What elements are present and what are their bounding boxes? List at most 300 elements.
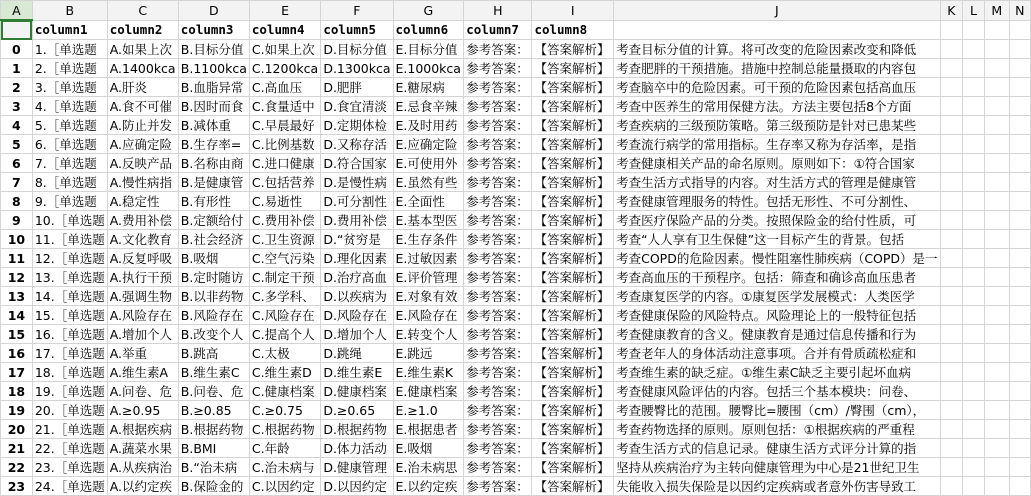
table-cell[interactable]	[984, 458, 1009, 477]
row-index[interactable]: 15	[1, 325, 33, 344]
table-cell[interactable]	[940, 40, 963, 59]
table-cell[interactable]: B.跳高	[178, 344, 249, 363]
table-cell[interactable]: 22.［单选题	[32, 439, 107, 458]
table-cell[interactable]: C.进口健康	[249, 154, 320, 173]
table-cell[interactable]	[940, 420, 963, 439]
table-cell[interactable]: C.根据药物	[249, 420, 320, 439]
row-index[interactable]: 14	[1, 306, 33, 325]
table-cell[interactable]	[984, 477, 1009, 496]
table-cell[interactable]	[963, 420, 985, 439]
table-cell[interactable]: D.健康档案	[321, 382, 393, 401]
table-cell[interactable]: D.又称存活	[321, 135, 393, 154]
column-letter-d[interactable]: D	[178, 1, 249, 21]
table-cell[interactable]	[984, 306, 1009, 325]
table-cell[interactable]: 考查生活方式指导的内容。对生活方式的管理是健康管	[614, 173, 940, 192]
table-cell[interactable]: 参考答案：	[464, 249, 532, 268]
table-cell[interactable]: 【答案解析】	[532, 230, 614, 249]
table-cell[interactable]: 【答案解析】	[532, 420, 614, 439]
table-cell[interactable]: E.治未病思	[393, 458, 464, 477]
table-cell[interactable]	[963, 382, 985, 401]
table-cell[interactable]: 【答案解析】	[532, 40, 614, 59]
table-cell[interactable]: 考查医疗保险产品的分类。按照保险金的给付性质，可	[614, 211, 940, 230]
table-cell[interactable]: C.早晨最好	[249, 116, 320, 135]
table-cell[interactable]	[1009, 363, 1030, 382]
column-letter-l[interactable]: L	[963, 1, 985, 21]
table-cell[interactable]	[1009, 249, 1030, 268]
table-cell[interactable]	[984, 211, 1009, 230]
table-cell[interactable]	[984, 154, 1009, 173]
table-cell[interactable]	[963, 192, 985, 211]
table-cell[interactable]: D.以疾病为	[321, 287, 393, 306]
table-cell[interactable]	[963, 78, 985, 97]
table-cell[interactable]: A.以约定疾	[107, 477, 178, 496]
table-cell[interactable]: 参考答案：	[464, 173, 532, 192]
table-cell[interactable]: 17.［单选题	[32, 344, 107, 363]
header-cell[interactable]	[614, 20, 940, 40]
table-cell[interactable]: A.≥0.95	[107, 401, 178, 420]
table-cell[interactable]: E.对象有效	[393, 287, 464, 306]
table-cell[interactable]: 考查健康相关产品的命名原则。原则如下：①符合国家	[614, 154, 940, 173]
table-cell[interactable]	[963, 439, 985, 458]
table-cell[interactable]: E.虽然有些	[393, 173, 464, 192]
table-cell[interactable]	[940, 173, 963, 192]
table-cell[interactable]: A.慢性病指	[107, 173, 178, 192]
table-cell[interactable]: 参考答案：	[464, 97, 532, 116]
table-cell[interactable]	[1009, 40, 1030, 59]
row-index[interactable]: 7	[1, 173, 33, 192]
table-cell[interactable]: A.防止并发	[107, 116, 178, 135]
header-cell[interactable]: column7	[464, 20, 532, 40]
column-letter-k[interactable]: K	[940, 1, 963, 21]
header-cell[interactable]	[940, 20, 963, 40]
table-cell[interactable]: 【答案解析】	[532, 439, 614, 458]
table-cell[interactable]: E.风险存在	[393, 306, 464, 325]
table-cell[interactable]: D.跳绳	[321, 344, 393, 363]
table-cell[interactable]: 参考答案：	[464, 40, 532, 59]
table-cell[interactable]: B.定额给付	[178, 211, 249, 230]
table-cell[interactable]	[984, 268, 1009, 287]
table-cell[interactable]: 参考答案：	[464, 420, 532, 439]
table-cell[interactable]	[963, 458, 985, 477]
row-index[interactable]: 13	[1, 287, 33, 306]
table-cell[interactable]: 参考答案：	[464, 78, 532, 97]
table-cell[interactable]: B.BMI	[178, 439, 249, 458]
table-cell[interactable]: 15.［单选题	[32, 306, 107, 325]
table-cell[interactable]	[940, 116, 963, 135]
table-cell[interactable]	[963, 287, 985, 306]
table-cell[interactable]: E.应确定险	[393, 135, 464, 154]
table-cell[interactable]	[984, 135, 1009, 154]
table-cell[interactable]: B.生存率=	[178, 135, 249, 154]
table-cell[interactable]: B.名称由商	[178, 154, 249, 173]
table-cell[interactable]	[984, 78, 1009, 97]
table-cell[interactable]: D.定期体检	[321, 116, 393, 135]
table-cell[interactable]: D.增加个人	[321, 325, 393, 344]
table-cell[interactable]	[984, 439, 1009, 458]
table-cell[interactable]: 【答案解析】	[532, 135, 614, 154]
table-cell[interactable]: B.改变个人	[178, 325, 249, 344]
table-cell[interactable]	[963, 230, 985, 249]
table-cell[interactable]: 4.［单选题	[32, 97, 107, 116]
table-cell[interactable]	[963, 211, 985, 230]
table-cell[interactable]: E.吸烟	[393, 439, 464, 458]
table-cell[interactable]	[1009, 154, 1030, 173]
table-cell[interactable]: 21.［单选题	[32, 420, 107, 439]
table-cell[interactable]: 参考答案：	[464, 439, 532, 458]
table-cell[interactable]: 参考答案：	[464, 306, 532, 325]
table-cell[interactable]: A.反复呼吸	[107, 249, 178, 268]
table-cell[interactable]: 参考答案：	[464, 211, 532, 230]
table-cell[interactable]	[1009, 116, 1030, 135]
table-cell[interactable]: B.保险金的	[178, 477, 249, 496]
table-cell[interactable]: B.“治未病	[178, 458, 249, 477]
table-cell[interactable]: E.健康档案	[393, 382, 464, 401]
table-cell[interactable]	[940, 325, 963, 344]
table-cell[interactable]	[940, 59, 963, 78]
selected-cell[interactable]	[1, 20, 33, 40]
column-letter-i[interactable]: I	[532, 1, 614, 21]
table-cell[interactable]: C.≥0.75	[249, 401, 320, 420]
table-cell[interactable]: 考查健康教育的含义。健康教育是通过信息传播和行为	[614, 325, 940, 344]
column-letter-j[interactable]: J	[614, 1, 940, 21]
table-cell[interactable]	[1009, 382, 1030, 401]
row-index[interactable]: 20	[1, 420, 33, 439]
table-cell[interactable]: 【答案解析】	[532, 78, 614, 97]
row-index[interactable]: 12	[1, 268, 33, 287]
table-cell[interactable]: 5.［单选题	[32, 116, 107, 135]
table-cell[interactable]: 【答案解析】	[532, 173, 614, 192]
table-cell[interactable]	[940, 382, 963, 401]
table-cell[interactable]: 【答案解析】	[532, 363, 614, 382]
table-cell[interactable]	[1009, 173, 1030, 192]
table-cell[interactable]: A.费用补偿	[107, 211, 178, 230]
table-cell[interactable]	[1009, 401, 1030, 420]
header-cell[interactable]: column5	[321, 20, 393, 40]
table-cell[interactable]: E.维生素K	[393, 363, 464, 382]
table-cell[interactable]: 【答案解析】	[532, 477, 614, 496]
row-index[interactable]: 5	[1, 135, 33, 154]
row-index[interactable]: 6	[1, 154, 33, 173]
table-cell[interactable]	[984, 249, 1009, 268]
table-cell[interactable]: C.空气污染	[249, 249, 320, 268]
table-cell[interactable]	[1009, 420, 1030, 439]
table-cell[interactable]	[984, 325, 1009, 344]
row-index[interactable]: 2	[1, 78, 33, 97]
table-cell[interactable]: A.从疾病治	[107, 458, 178, 477]
row-index[interactable]: 8	[1, 192, 33, 211]
table-cell[interactable]: 1.［单选题	[32, 40, 107, 59]
table-cell[interactable]: 12.［单选题	[32, 249, 107, 268]
table-cell[interactable]	[1009, 287, 1030, 306]
table-cell[interactable]: 考查维生素的缺乏症。①维生素C缺乏主要引起坏血病	[614, 363, 940, 382]
table-cell[interactable]	[1009, 211, 1030, 230]
table-cell[interactable]	[984, 59, 1009, 78]
table-cell[interactable]: A.维生素A	[107, 363, 178, 382]
table-cell[interactable]: B.维生素C	[178, 363, 249, 382]
table-cell[interactable]: C.治未病与	[249, 458, 320, 477]
header-cell[interactable]	[984, 20, 1009, 40]
table-cell[interactable]: D.费用补偿	[321, 211, 393, 230]
table-cell[interactable]: B.是健康管	[178, 173, 249, 192]
table-cell[interactable]: 参考答案：	[464, 287, 532, 306]
table-cell[interactable]: D.符合国家	[321, 154, 393, 173]
table-cell[interactable]	[963, 135, 985, 154]
table-cell[interactable]: 6.［单选题	[32, 135, 107, 154]
table-cell[interactable]	[963, 173, 985, 192]
table-cell[interactable]: 【答案解析】	[532, 268, 614, 287]
row-index[interactable]: 4	[1, 116, 33, 135]
table-cell[interactable]	[963, 116, 985, 135]
table-cell[interactable]: D.理化因素	[321, 249, 393, 268]
table-cell[interactable]: 考查高血压的干预程序。包括：筛查和确诊高血压患者	[614, 268, 940, 287]
table-cell[interactable]: 【答案解析】	[532, 59, 614, 78]
table-cell[interactable]: C.健康档案	[249, 382, 320, 401]
table-cell[interactable]: B.因时而食	[178, 97, 249, 116]
table-cell[interactable]: D.可分割性	[321, 192, 393, 211]
table-cell[interactable]: A.风险存在	[107, 306, 178, 325]
table-cell[interactable]: 考查康复医学的内容。①康复医学发展模式：人类医学	[614, 287, 940, 306]
table-cell[interactable]: A.食不可催	[107, 97, 178, 116]
table-cell[interactable]	[1009, 97, 1030, 116]
table-cell[interactable]: C.易逝性	[249, 192, 320, 211]
table-cell[interactable]: E.≥1.0	[393, 401, 464, 420]
table-cell[interactable]	[963, 306, 985, 325]
column-letter-n[interactable]: N	[1009, 1, 1030, 21]
column-letter-e[interactable]: E	[249, 1, 320, 21]
table-cell[interactable]: 【答案解析】	[532, 401, 614, 420]
table-cell[interactable]: 【答案解析】	[532, 382, 614, 401]
header-cell[interactable]	[1009, 20, 1030, 40]
table-cell[interactable]: 2.［单选题	[32, 59, 107, 78]
table-cell[interactable]	[963, 249, 985, 268]
table-cell[interactable]: D.是慢性病	[321, 173, 393, 192]
table-cell[interactable]: B.吸烟	[178, 249, 249, 268]
table-cell[interactable]: 参考答案：	[464, 59, 532, 78]
table-cell[interactable]: E.过敏因素	[393, 249, 464, 268]
table-cell[interactable]: B.问卷、危	[178, 382, 249, 401]
table-cell[interactable]: 20.［单选题	[32, 401, 107, 420]
row-index[interactable]: 0	[1, 40, 33, 59]
table-cell[interactable]: D.根据药物	[321, 420, 393, 439]
table-cell[interactable]: 考查健康管理服务的特性。包括无形性、不可分割性、	[614, 192, 940, 211]
table-cell[interactable]: 参考答案：	[464, 192, 532, 211]
table-cell[interactable]	[984, 97, 1009, 116]
table-cell[interactable]: 【答案解析】	[532, 211, 614, 230]
table-cell[interactable]: 参考答案：	[464, 230, 532, 249]
table-cell[interactable]	[963, 401, 985, 420]
table-cell[interactable]: C.提高个人	[249, 325, 320, 344]
table-cell[interactable]: B.定时随访	[178, 268, 249, 287]
table-cell[interactable]	[963, 268, 985, 287]
table-cell[interactable]	[963, 363, 985, 382]
column-letter-h[interactable]: H	[464, 1, 532, 21]
table-cell[interactable]: 坚持从疾病治疗为主转向健康管理为中心是21世纪卫生	[614, 458, 940, 477]
table-cell[interactable]: B.根据药物	[178, 420, 249, 439]
table-cell[interactable]: A.反映产品	[107, 154, 178, 173]
row-index[interactable]: 19	[1, 401, 33, 420]
table-cell[interactable]: 23.［单选题	[32, 458, 107, 477]
table-cell[interactable]: D.目标分值	[321, 40, 393, 59]
row-index[interactable]: 18	[1, 382, 33, 401]
table-cell[interactable]	[940, 268, 963, 287]
table-cell[interactable]: E.及时用药	[393, 116, 464, 135]
table-cell[interactable]: 9.［单选题	[32, 192, 107, 211]
table-cell[interactable]: E.基本型医	[393, 211, 464, 230]
table-cell[interactable]: 24.［单选题	[32, 477, 107, 496]
header-cell[interactable]: column8	[532, 20, 614, 40]
table-cell[interactable]	[1009, 78, 1030, 97]
table-cell[interactable]: D.维生素E	[321, 363, 393, 382]
header-cell[interactable]: column2	[107, 20, 178, 40]
table-cell[interactable]: E.转变个人	[393, 325, 464, 344]
table-cell[interactable]	[1009, 135, 1030, 154]
table-cell[interactable]: E.全面性	[393, 192, 464, 211]
table-cell[interactable]: 参考答案：	[464, 382, 532, 401]
table-cell[interactable]: 参考答案：	[464, 116, 532, 135]
table-cell[interactable]: 10.［单选题	[32, 211, 107, 230]
table-cell[interactable]: D.体力活动	[321, 439, 393, 458]
table-cell[interactable]: 8.［单选题	[32, 173, 107, 192]
table-cell[interactable]	[940, 230, 963, 249]
table-cell[interactable]	[984, 420, 1009, 439]
table-cell[interactable]	[940, 78, 963, 97]
table-cell[interactable]	[984, 401, 1009, 420]
table-cell[interactable]	[984, 173, 1009, 192]
column-letter-f[interactable]: F	[321, 1, 393, 21]
table-cell[interactable]: 【答案解析】	[532, 154, 614, 173]
table-cell[interactable]: B.减体重	[178, 116, 249, 135]
table-cell[interactable]: B.社会经济	[178, 230, 249, 249]
table-cell[interactable]: B.风险存在	[178, 306, 249, 325]
table-cell[interactable]: A.文化教育	[107, 230, 178, 249]
table-cell[interactable]: 考查生活方式的信息记录。健康生活方式评分计算的指	[614, 439, 940, 458]
table-cell[interactable]: 【答案解析】	[532, 458, 614, 477]
table-cell[interactable]	[963, 40, 985, 59]
table-cell[interactable]	[963, 344, 985, 363]
table-cell[interactable]: C.制定干预	[249, 268, 320, 287]
table-cell[interactable]: A.肝炎	[107, 78, 178, 97]
table-cell[interactable]: C.年龄	[249, 439, 320, 458]
table-cell[interactable]	[940, 344, 963, 363]
table-cell[interactable]: A.强调生物	[107, 287, 178, 306]
table-cell[interactable]	[940, 192, 963, 211]
table-cell[interactable]	[963, 59, 985, 78]
header-cell[interactable]: column4	[249, 20, 320, 40]
table-cell[interactable]: 【答案解析】	[532, 306, 614, 325]
table-cell[interactable]	[940, 211, 963, 230]
table-cell[interactable]: 16.［单选题	[32, 325, 107, 344]
table-cell[interactable]	[1009, 439, 1030, 458]
table-cell[interactable]	[1009, 59, 1030, 78]
table-cell[interactable]: 参考答案：	[464, 458, 532, 477]
table-cell[interactable]: C.风险存在	[249, 306, 320, 325]
table-cell[interactable]	[963, 154, 985, 173]
table-cell[interactable]: 【答案解析】	[532, 192, 614, 211]
table-cell[interactable]	[1009, 325, 1030, 344]
table-cell[interactable]	[963, 325, 985, 344]
table-cell[interactable]	[940, 401, 963, 420]
row-index[interactable]: 10	[1, 230, 33, 249]
table-cell[interactable]: A.执行干预	[107, 268, 178, 287]
table-cell[interactable]: 14.［单选题	[32, 287, 107, 306]
table-cell[interactable]: A.增加个人	[107, 325, 178, 344]
table-cell[interactable]	[940, 135, 963, 154]
row-index[interactable]: 11	[1, 249, 33, 268]
table-cell[interactable]	[940, 249, 963, 268]
table-cell[interactable]	[984, 192, 1009, 211]
table-cell[interactable]: 7.［单选题	[32, 154, 107, 173]
table-cell[interactable]	[940, 97, 963, 116]
table-cell[interactable]: 【答案解析】	[532, 287, 614, 306]
table-cell[interactable]: A.举重	[107, 344, 178, 363]
table-cell[interactable]: A.根据疾病	[107, 420, 178, 439]
table-cell[interactable]: 考查药物选择的原则。原则包括：①根据疾病的严重程	[614, 420, 940, 439]
table-cell[interactable]: 【答案解析】	[532, 344, 614, 363]
table-cell[interactable]: D.≥0.65	[321, 401, 393, 420]
table-cell[interactable]: A.稳定性	[107, 192, 178, 211]
header-cell[interactable]	[963, 20, 985, 40]
table-cell[interactable]: 19.［单选题	[32, 382, 107, 401]
table-cell[interactable]: E.忌食辛辣	[393, 97, 464, 116]
table-cell[interactable]	[940, 154, 963, 173]
column-letter-b[interactable]: B	[32, 1, 107, 21]
table-cell[interactable]: C.费用补偿	[249, 211, 320, 230]
table-cell[interactable]: E.生存条件	[393, 230, 464, 249]
table-cell[interactable]	[984, 363, 1009, 382]
row-index[interactable]: 16	[1, 344, 33, 363]
table-cell[interactable]: 参考答案：	[464, 268, 532, 287]
table-cell[interactable]: 参考答案：	[464, 344, 532, 363]
table-cell[interactable]	[984, 287, 1009, 306]
table-cell[interactable]: 参考答案：	[464, 325, 532, 344]
table-cell[interactable]: D.健康管理	[321, 458, 393, 477]
column-letter-a[interactable]: A	[1, 1, 33, 21]
table-cell[interactable]: 参考答案：	[464, 477, 532, 496]
table-cell[interactable]	[1009, 477, 1030, 496]
table-cell[interactable]: C.太极	[249, 344, 320, 363]
table-cell[interactable]: D.“贫穷是	[321, 230, 393, 249]
header-cell[interactable]: column1	[32, 20, 107, 40]
table-cell[interactable]: C.食量适中	[249, 97, 320, 116]
table-cell[interactable]: 考查老年人的身体活动注意事项。合并有骨质疏松症和	[614, 344, 940, 363]
table-cell[interactable]: E.1000kca	[393, 59, 464, 78]
table-cell[interactable]	[1009, 344, 1030, 363]
table-cell[interactable]: C.维生素D	[249, 363, 320, 382]
table-cell[interactable]	[1009, 192, 1030, 211]
table-cell[interactable]	[1009, 458, 1030, 477]
table-cell[interactable]	[940, 306, 963, 325]
table-cell[interactable]	[963, 477, 985, 496]
table-cell[interactable]: C.卫生资源	[249, 230, 320, 249]
table-cell[interactable]: B.≥0.85	[178, 401, 249, 420]
table-cell[interactable]: 参考答案：	[464, 401, 532, 420]
table-cell[interactable]: A.应确定险	[107, 135, 178, 154]
row-index[interactable]: 21	[1, 439, 33, 458]
table-cell[interactable]: 考查“人人享有卫生保健”这一目标产生的背景。包括	[614, 230, 940, 249]
table-cell[interactable]: 考查健康保险的风险特点。风险理论上的一般特征包括	[614, 306, 940, 325]
table-cell[interactable]	[984, 116, 1009, 135]
table-cell[interactable]	[1009, 268, 1030, 287]
table-cell[interactable]: E.评价管理	[393, 268, 464, 287]
table-cell[interactable]: 失能收入损失保险是以因约定疾病或者意外伤害导致工	[614, 477, 940, 496]
table-cell[interactable]: 【答案解析】	[532, 97, 614, 116]
table-cell[interactable]	[984, 382, 1009, 401]
table-cell[interactable]: 11.［单选题	[32, 230, 107, 249]
column-letter-m[interactable]: M	[984, 1, 1009, 21]
table-cell[interactable]: 参考答案：	[464, 154, 532, 173]
row-index[interactable]: 17	[1, 363, 33, 382]
table-cell[interactable]	[940, 287, 963, 306]
